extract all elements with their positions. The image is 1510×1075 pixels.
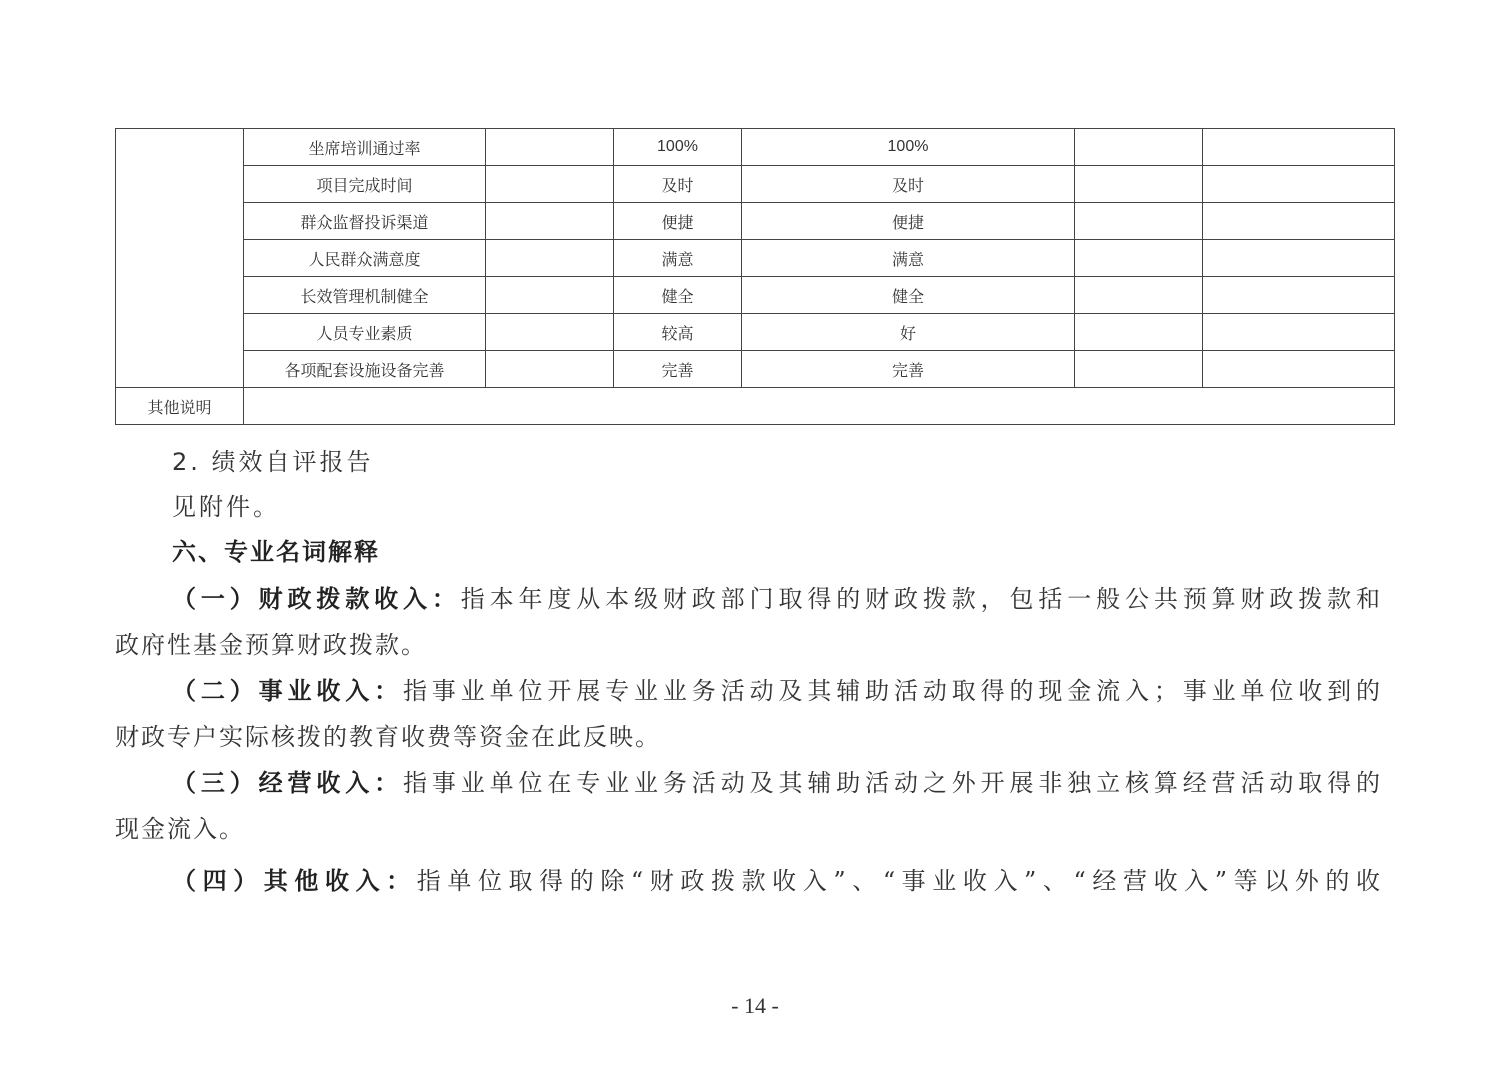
definition-text: 指事业单位在专业业务活动及其辅助活动之外开展非独立核算经营活动取得的 [403,769,1383,797]
indicator-cell: 群众监督投诉渠道 [244,203,486,240]
definition-term: （四）其他收入： [172,866,417,895]
page-number: - 14 - [731,993,779,1018]
indicator-cell: 长效管理机制健全 [244,277,486,314]
empty-cell [1075,277,1203,314]
actual-value-cell: 及时 [742,166,1075,203]
definition-continuation: 政府性基金预算财政拨款。 [115,631,427,659]
definition-continuation: 财政专户实际核拨的教育收费等资金在此反映。 [115,723,661,751]
actual-value-cell: 健全 [742,277,1075,314]
category-cell [116,129,244,388]
target-value-cell: 健全 [614,277,742,314]
definition-continuation: 现金流入。 [115,815,245,843]
table-row [116,129,1395,166]
empty-cell [1075,129,1203,166]
indicator-cell: 人民群众满意度 [244,240,486,277]
other-notes-value [244,388,1395,425]
actual-value-cell: 100% [742,129,1075,166]
definition-line [172,768,1382,798]
definition-term: （一）财政拨款收入： [172,584,461,613]
empty-cell [1203,277,1395,314]
indicator-cell: 坐席培训通过率 [244,129,486,166]
actual-value-cell: 满意 [742,240,1075,277]
definition-line [172,676,1382,706]
actual-value-cell: 便捷 [742,203,1075,240]
actual-value-cell: 完善 [742,351,1075,388]
target-value-cell: 满意 [614,240,742,277]
empty-cell [1203,314,1395,351]
definition-term: （三）经营收入： [172,768,404,797]
section-2-heading: 2. 绩效自评报告 [172,448,374,476]
table-row [116,240,1395,277]
table-row [116,351,1395,388]
definition-line [172,584,1382,614]
target-value-cell: 及时 [614,166,742,203]
definition-text: 指事业单位开展专业业务活动及其辅助活动取得的现金流入；事业单位收到的 [403,677,1383,705]
definition-term: （二）事业收入： [172,676,404,705]
empty-cell [1075,203,1203,240]
table-row [116,277,1395,314]
empty-cell [486,240,614,277]
empty-cell [1203,351,1395,388]
empty-cell [1075,351,1203,388]
indicator-cell: 各项配套设施设备完善 [244,351,486,388]
performance-indicator-table [115,128,1395,425]
definition-text: 指本年度从本级财政部门取得的财政拨款，包括一般公共预算财政拨款和 [460,585,1382,613]
section-2-body: 见附件。 [172,493,280,521]
table-row [116,166,1395,203]
empty-cell [1203,129,1395,166]
definition-line [172,866,1382,896]
empty-cell [486,203,614,240]
empty-cell [1075,314,1203,351]
actual-value-cell: 好 [742,314,1075,351]
empty-cell [1203,203,1395,240]
table-row-other-notes [116,388,1395,425]
target-value-cell: 较高 [614,314,742,351]
indicator-cell: 人员专业素质 [244,314,486,351]
empty-cell [486,129,614,166]
indicator-cell: 项目完成时间 [244,166,486,203]
empty-cell [1203,240,1395,277]
target-value-cell: 100% [614,129,742,166]
section-6-heading: 六、专业名词解释 [172,538,380,566]
other-notes-label: 其他说明 [116,388,244,425]
definition-text: 指单位取得的除“财政拨款收入”、“事业收入”、“经营收入”等以外的收 [416,867,1382,895]
empty-cell [1203,166,1395,203]
empty-cell [1075,240,1203,277]
empty-cell [486,351,614,388]
empty-cell [486,277,614,314]
empty-cell [1075,166,1203,203]
target-value-cell: 便捷 [614,203,742,240]
empty-cell [486,314,614,351]
table-row [116,203,1395,240]
target-value-cell: 完善 [614,351,742,388]
table-row [116,314,1395,351]
empty-cell [486,166,614,203]
